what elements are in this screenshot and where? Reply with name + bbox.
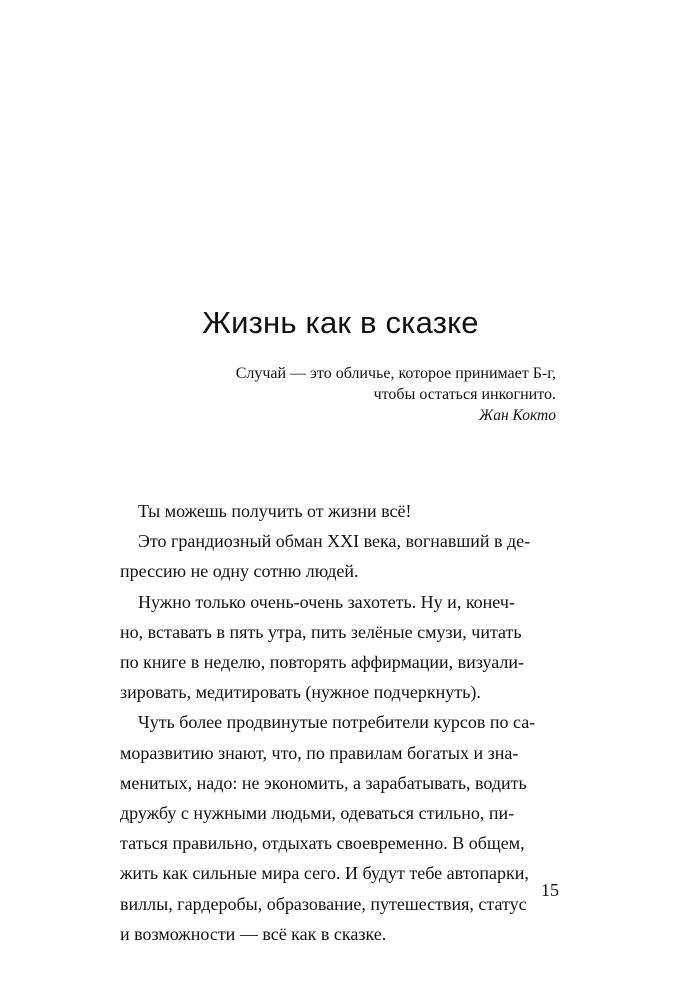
body-text xyxy=(120,496,562,949)
body-line: Чуть более продвинутые потребители курсов по са- xyxy=(138,712,536,733)
body-line: по книге в неделю, повторять аффирмации, визуали- xyxy=(120,652,525,673)
body-line: и возможности — всё как в сказке. xyxy=(120,923,387,944)
body-line: но, вставать в пять утра, пить зелёные смузи, читать xyxy=(120,621,522,642)
epigraph-line: чтобы остаться инкогнито. xyxy=(373,386,556,403)
chapter-title: Жизнь как в сказке xyxy=(202,305,479,340)
epigraph xyxy=(136,363,556,426)
body-line: дружбу с нужными людьми, одеваться стильно, пи- xyxy=(120,803,515,824)
body-line: менитых, надо: не экономить, а зарабатывать, водить xyxy=(120,772,527,793)
body-line: моразвитию знают, что, по правилам богатых и зна- xyxy=(120,742,519,763)
body-line: Это грандиозный обман XXI века, вогнавший в де- xyxy=(138,531,531,552)
epigraph-line: Случай — это обличье, которое принимает Б-г, xyxy=(235,365,556,382)
page-number: 15 xyxy=(541,880,559,900)
body-line: прессию не одну сотню людей. xyxy=(120,561,359,582)
epigraph-author: Жан Кокто xyxy=(479,407,556,424)
body-line: виллы, гардеробы, образование, путешествия, статус xyxy=(120,893,527,914)
body-line: Ты можешь получить от жизни всё! xyxy=(138,501,412,521)
body-line: жить как сильные мира сего. И будут тебе автопарки, xyxy=(120,863,529,884)
body-line: Нужно только очень-очень захотеть. Ну и, конеч- xyxy=(138,591,515,612)
body-line: зировать, медитировать (нужное подчеркнуть). xyxy=(120,682,481,703)
body-line: таться правильно, отдыхать своевременно. В общем, xyxy=(120,833,525,854)
